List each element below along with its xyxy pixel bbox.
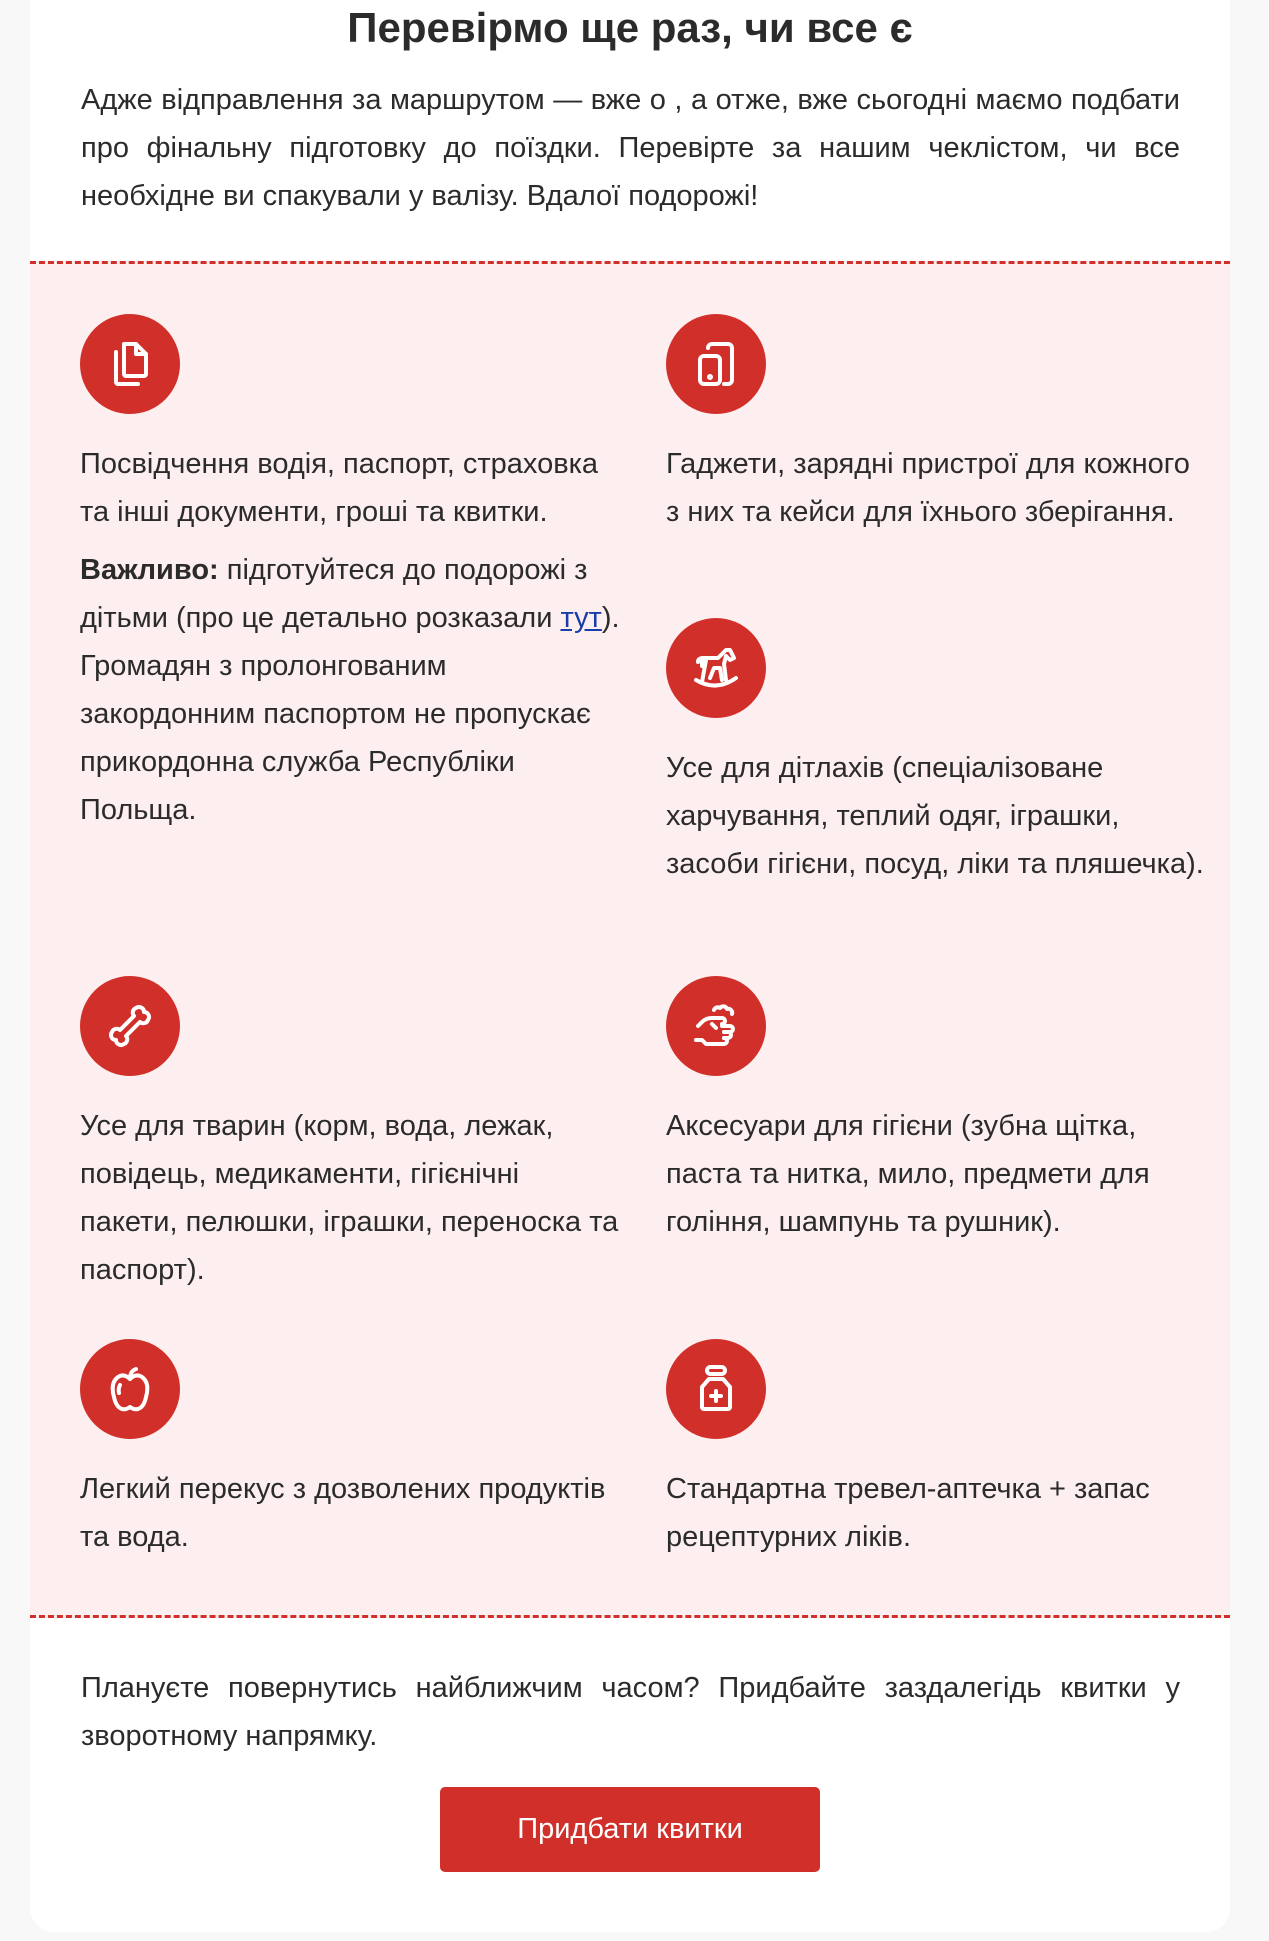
checklist-item-text: Легкий перекус з дозволених продуктів та вода. xyxy=(80,1473,606,1553)
checklist-item-hygiene xyxy=(666,976,1206,1246)
checklist-item-text: Усе для дітлахів (спеціалізоване харчування, теплий одяг, іграшки, засоби гігієни, посуд, ліки та пляшечка). xyxy=(666,752,1204,880)
checklist-item-text: Гаджети, зарядні пристрої для кожного з них та кейси для їхнього зберігання. xyxy=(666,448,1190,528)
important-label: Важливо: xyxy=(80,554,219,586)
documents-icon xyxy=(80,314,180,414)
checklist-item-kids xyxy=(666,618,1206,888)
email-card xyxy=(30,0,1230,1932)
note-text-after: ). Громадян з пролонгованим закордонним паспортом не пропускає прикордонна служба Республіки Польща. xyxy=(80,602,620,826)
checklist-item-text: Стандартна тревел-аптечка + запас рецептурних ліків. xyxy=(666,1473,1150,1553)
checklist-item-first-aid xyxy=(666,1339,1206,1561)
checklist-item-pets xyxy=(80,976,620,1294)
important-note xyxy=(80,546,620,834)
medicine-jar-icon xyxy=(666,1339,766,1439)
checklist-item-text: Посвідчення водія, паспорт, страховка та інші документи, гроші та квитки. xyxy=(80,448,599,528)
children-travel-link[interactable]: тут xyxy=(560,602,602,634)
bone-icon xyxy=(80,976,180,1076)
gadgets-icon xyxy=(666,314,766,414)
hand-washing-icon xyxy=(666,976,766,1076)
apple-icon xyxy=(80,1339,180,1439)
checklist-item-snack xyxy=(80,1339,620,1561)
checklist-item-text: Усе для тварин (корм, вода, лежак, повідець, медикаменти, гігієнічні пакети, пелюшки, іграшки, переноска та паспорт). xyxy=(80,1110,619,1286)
checklist-item-gadgets xyxy=(666,314,1206,536)
return-trip-paragraph: Плануєте повернутись найближчим часом? Придбайте заздалегідь квитки у зворотному напрямку. xyxy=(81,1672,1180,1752)
checklist-item-documents xyxy=(80,314,620,834)
page-title: Перевірмо ще раз, чи все є xyxy=(347,4,913,51)
checklist-section xyxy=(30,261,1230,1618)
rocking-horse-icon xyxy=(666,618,766,718)
checklist-item-text: Аксесуари для гігієни (зубна щітка, паста та нитка, мило, предмети для гоління, шампунь та рушник). xyxy=(666,1110,1150,1238)
intro-paragraph: Адже відправлення за маршрутом — вже о , а отже, вже сьогодні маємо подбати про фінальну підготовку до поїздки. Перевірте за нашим чеклістом, чи все необхідне ви спакували у валізу. Вдалої подорожі! xyxy=(81,84,1180,212)
buy-tickets-button[interactable]: Придбати квитки xyxy=(440,1787,820,1872)
note-text-before: підготуйтеся до подорожі з дітьми (про це детально розказали xyxy=(80,554,588,634)
